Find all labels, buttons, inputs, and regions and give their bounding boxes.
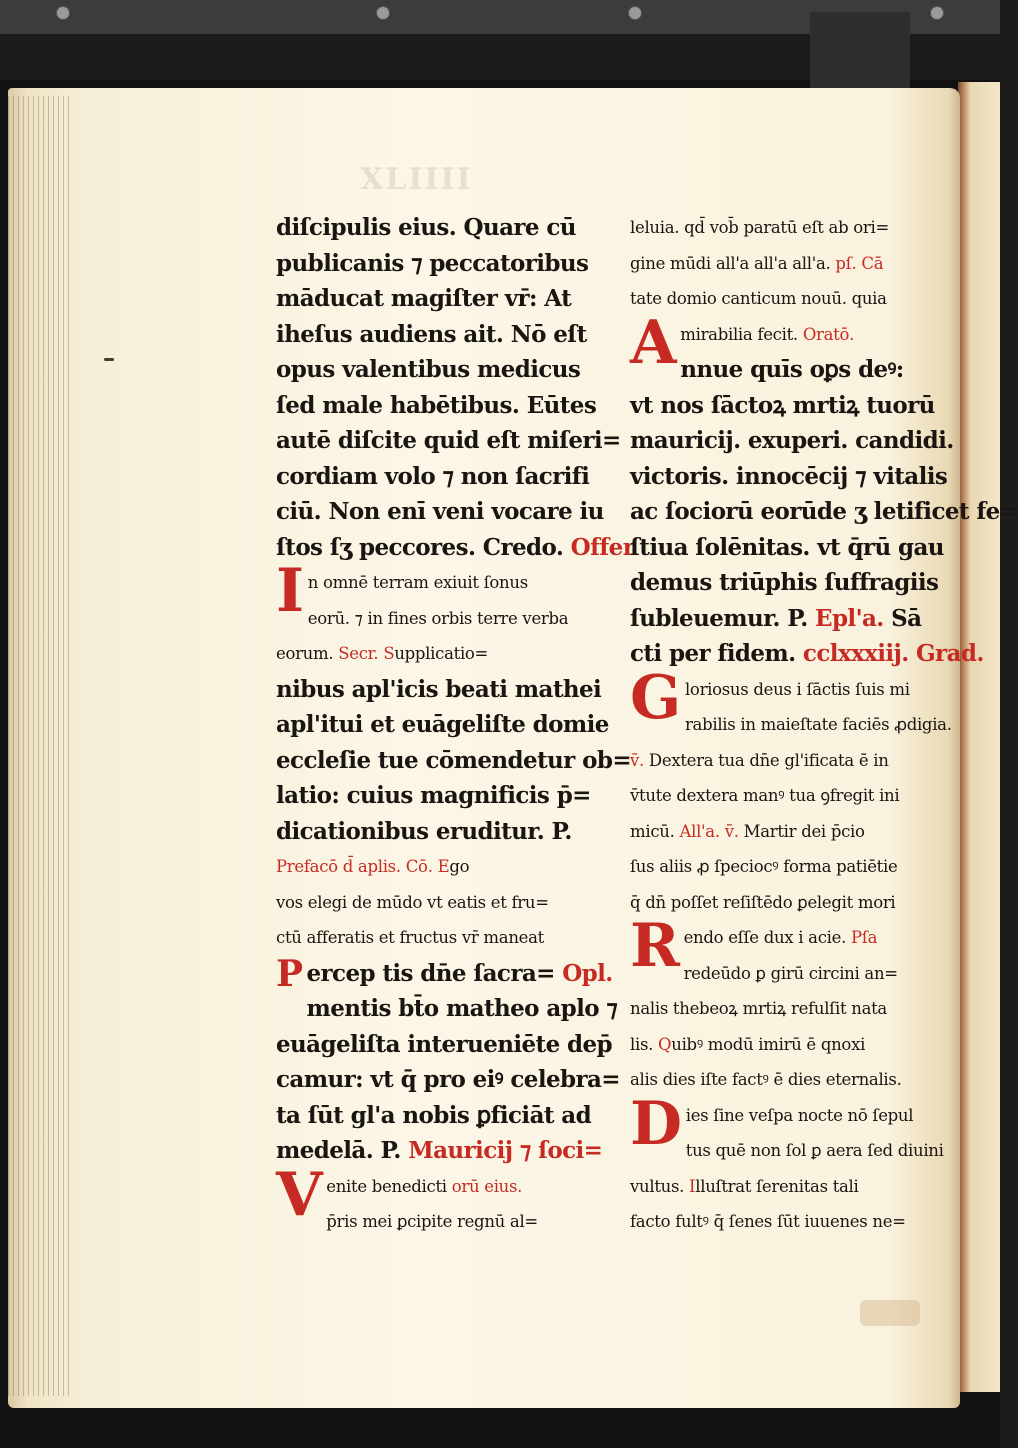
body-text: cti per fidem.	[630, 640, 803, 667]
body-text: lis.	[630, 1034, 659, 1054]
body-text: cordiam volo ⁊ non ſacrifi	[276, 462, 590, 490]
text-line	[630, 565, 940, 601]
text-line	[630, 778, 940, 814]
body-text: v̄tute dextera manꝰ tua ꝯfregit ini	[630, 786, 900, 805]
text-line	[630, 459, 948, 495]
pin-icon	[56, 6, 70, 20]
rubric-text: Mauricij ⁊ ſoci=	[408, 1137, 603, 1164]
text-line	[276, 849, 576, 885]
body-text: iheſus audiens ait. Nō eſt	[276, 320, 587, 348]
body-text: autē diſcite quid eſt miſeri=	[276, 427, 621, 454]
body-text: nnue quīs oꝑs deꝰ:	[680, 356, 904, 383]
body-text: go	[449, 857, 470, 876]
text-line	[630, 530, 944, 566]
text-line	[630, 210, 940, 246]
body-text: opus valentibus medicus	[276, 356, 581, 383]
body-text: eorum.	[276, 644, 339, 663]
body-text: leluia. qd̄ vob̄ paratū eſt ab ori=	[630, 218, 890, 237]
text-line	[276, 1062, 620, 1098]
body-text: n omnē terram exiuit ſonus	[307, 573, 528, 592]
rubric-text: I	[689, 1176, 696, 1196]
margin-mark	[104, 358, 114, 361]
initial-letter: V	[276, 1159, 323, 1230]
text-line	[630, 991, 940, 1027]
rubric-text: Opl.	[562, 959, 613, 987]
text-line	[276, 423, 621, 459]
body-text: rabilis in maieſtate faciēs ꝓdigia.	[684, 715, 952, 734]
body-text: demus triūphis ſuffragiis	[630, 569, 939, 596]
text-line	[276, 920, 576, 956]
text-line	[630, 352, 940, 388]
body-text: ercep tis dn̄e ſacra=	[306, 959, 563, 987]
body-text: eorū. ⁊ in fines orbis terre verba	[307, 608, 569, 628]
initial-letter: A	[630, 307, 677, 378]
pin-icon	[376, 6, 390, 20]
body-text: Martir dei p̄cio	[738, 821, 865, 841]
body-text: mentis bt̄o matheo aplo ⁊	[306, 995, 618, 1022]
body-text: alis dies iſte factꝰ ē dies eternalis.	[630, 1070, 902, 1089]
body-text: redeūdo ꝑ girū circini an=	[683, 963, 898, 983]
text-line	[276, 885, 576, 921]
body-text: micū.	[630, 821, 680, 841]
pin-icon	[628, 6, 642, 20]
page-stain	[860, 1300, 920, 1326]
initial-letter: P	[276, 952, 303, 995]
body-text: ſus aliis ꝓ ſpeciocꝰ forma patiētie	[630, 857, 898, 876]
initial-letter: G	[630, 662, 681, 733]
body-text: publicanis ⁊ peccatoribus	[276, 249, 589, 277]
text-line	[630, 1062, 940, 1098]
body-text: facto fultꝰ q̄ ſenes ſūt iuuenes ne=	[630, 1212, 906, 1231]
body-text: ſtos ſʒ peccores. Credo.	[276, 533, 571, 561]
rubric-text: cclxxxiij. Grad.	[802, 640, 984, 667]
text-line	[630, 494, 1018, 530]
left-text-column	[276, 210, 635, 1240]
body-text: eccleſie tue cōmendetur ob=	[276, 746, 631, 774]
pin-icon	[930, 6, 944, 20]
text-line	[630, 1169, 940, 1205]
initial-letter: D	[630, 1088, 682, 1159]
body-text: ctū afferatis et fructus vr̄ maneat	[276, 928, 544, 947]
body-text: ac ſociorū eorūde ʒ letificet fe=	[630, 498, 1018, 525]
body-text: q̄ dn̄ poſſet reſiſtēdo ꝑelegit mori	[630, 892, 896, 912]
text-line	[276, 952, 613, 995]
initial-letter: I	[276, 556, 304, 626]
text-line	[276, 317, 587, 353]
text-line	[630, 423, 954, 459]
body-text: tus quē non ſol ꝑ aera ſed diuini	[685, 1141, 944, 1160]
text-line	[630, 601, 940, 637]
body-text: loriosus deus i ſāctis ſuis mi	[684, 679, 910, 699]
body-text: ſtiua ſolēnitas. vt q̄rū gau	[630, 533, 944, 561]
text-line	[630, 814, 940, 850]
rubric-text: Pſa	[850, 928, 878, 947]
text-line	[276, 1133, 603, 1169]
rubric-text: Epl'a.	[815, 604, 884, 632]
body-text: mirabilia fecit.	[680, 324, 803, 344]
text-line	[276, 210, 576, 246]
rubric-text: All'a. v̄.	[679, 821, 739, 841]
right-text-column	[630, 210, 1018, 1240]
body-text: enite benedicti	[326, 1176, 452, 1196]
text-line	[276, 672, 602, 708]
rubric-text: v̄.	[630, 750, 649, 770]
body-text: vt nos ſāctoꝝ mrtiꝝ tuorū	[630, 391, 935, 419]
body-text: endo eſſe dux i acie.	[683, 928, 851, 947]
text-line	[276, 601, 576, 637]
rubric-text: pſ. Cā	[835, 253, 884, 273]
body-text: tate domio canticum nouū. quia	[630, 289, 887, 308]
body-text: uibꝰ modū imirū ē qnoxi	[671, 1034, 866, 1054]
body-text: victoris. innocēcij ⁊ vitalis	[630, 462, 948, 490]
text-line	[276, 778, 591, 814]
text-line	[276, 1098, 592, 1134]
text-line	[630, 636, 984, 672]
body-text: apl'itui et euāgeliſte domie	[276, 711, 609, 738]
text-line	[276, 1027, 613, 1063]
text-line	[630, 743, 940, 779]
body-text: ta ſūt gl'a nobis ꝑficiāt ad	[276, 1101, 592, 1129]
text-line	[276, 743, 631, 779]
body-text: nalis thebeoꝝ mrtiꝝ refulſit nata	[630, 999, 887, 1018]
text-line	[276, 246, 589, 282]
body-text: mādu‍cat magiſter vr̄: At	[276, 285, 572, 312]
text-line	[276, 388, 597, 424]
body-text: ſed male habētibus. Eūtes	[276, 391, 597, 419]
page-edges	[8, 96, 72, 1396]
text-line	[276, 352, 581, 388]
rubric-text: Offer	[570, 533, 635, 561]
text-line	[276, 530, 635, 566]
initial-letter: R	[630, 911, 680, 981]
page-clip	[810, 12, 910, 92]
text-line	[276, 494, 604, 530]
body-text: lluſtrat ſerenitas tali	[695, 1176, 859, 1196]
text-line	[276, 991, 618, 1027]
body-text: camur: vt q̄ pro eiꝰ celebra=	[276, 1066, 620, 1093]
body-text: euāgeliſta interueniēte dep̄	[276, 1030, 613, 1058]
body-text: gine mūdi all'a all'a all'a.	[630, 253, 836, 273]
body-text: mauricij. exuperi. candidi.	[630, 427, 954, 454]
text-line	[630, 388, 940, 424]
body-text: vos elegi de mūdo vt eatis et fru=	[276, 892, 549, 912]
text-line	[630, 1027, 940, 1063]
rubric-text: Prefacō d̄ aplis. Cō. E	[276, 857, 450, 876]
body-text: latio: cuius magnificis p̄=	[276, 782, 591, 809]
text-line	[630, 885, 940, 921]
folio-number: XLIIII	[360, 162, 473, 197]
text-line	[630, 1204, 940, 1240]
body-text: p̄ris mei ꝑcipite regnū al=	[326, 1212, 538, 1231]
body-text: ies ſine veſpa nocte nō ſepul	[685, 1105, 914, 1125]
rubric-text: Secr. S	[338, 644, 395, 663]
text-line	[276, 636, 576, 672]
text-line	[276, 459, 590, 495]
rubric-text: Oratō.	[802, 324, 855, 344]
rubric-text: Q	[658, 1034, 672, 1054]
body-text: dicationibus eruditur. P.	[276, 817, 572, 845]
body-text: nibus apl'icis beati mathei	[276, 675, 602, 703]
body-text: ſubleuemur. P.	[630, 604, 816, 632]
text-line	[276, 281, 576, 317]
body-text: medelā. P.	[276, 1137, 409, 1164]
text-line	[630, 849, 940, 885]
facing-page-edge	[958, 82, 1000, 1392]
body-text: Sā	[883, 604, 922, 632]
text-line	[276, 707, 609, 743]
text-line	[630, 246, 940, 282]
text-line	[276, 814, 576, 850]
body-text: vultus.	[630, 1176, 690, 1196]
body-text: diſcipulis eius. Quare cū	[276, 214, 576, 241]
text-line	[630, 281, 940, 317]
body-text: upplicatio=	[394, 644, 489, 663]
rubric-text: orū eius.	[451, 1176, 523, 1196]
body-text: Dextera tua dn̄e gl'ificata ē in	[648, 750, 889, 770]
body-text: ciū. Non enī veni vocare iu	[276, 498, 604, 525]
